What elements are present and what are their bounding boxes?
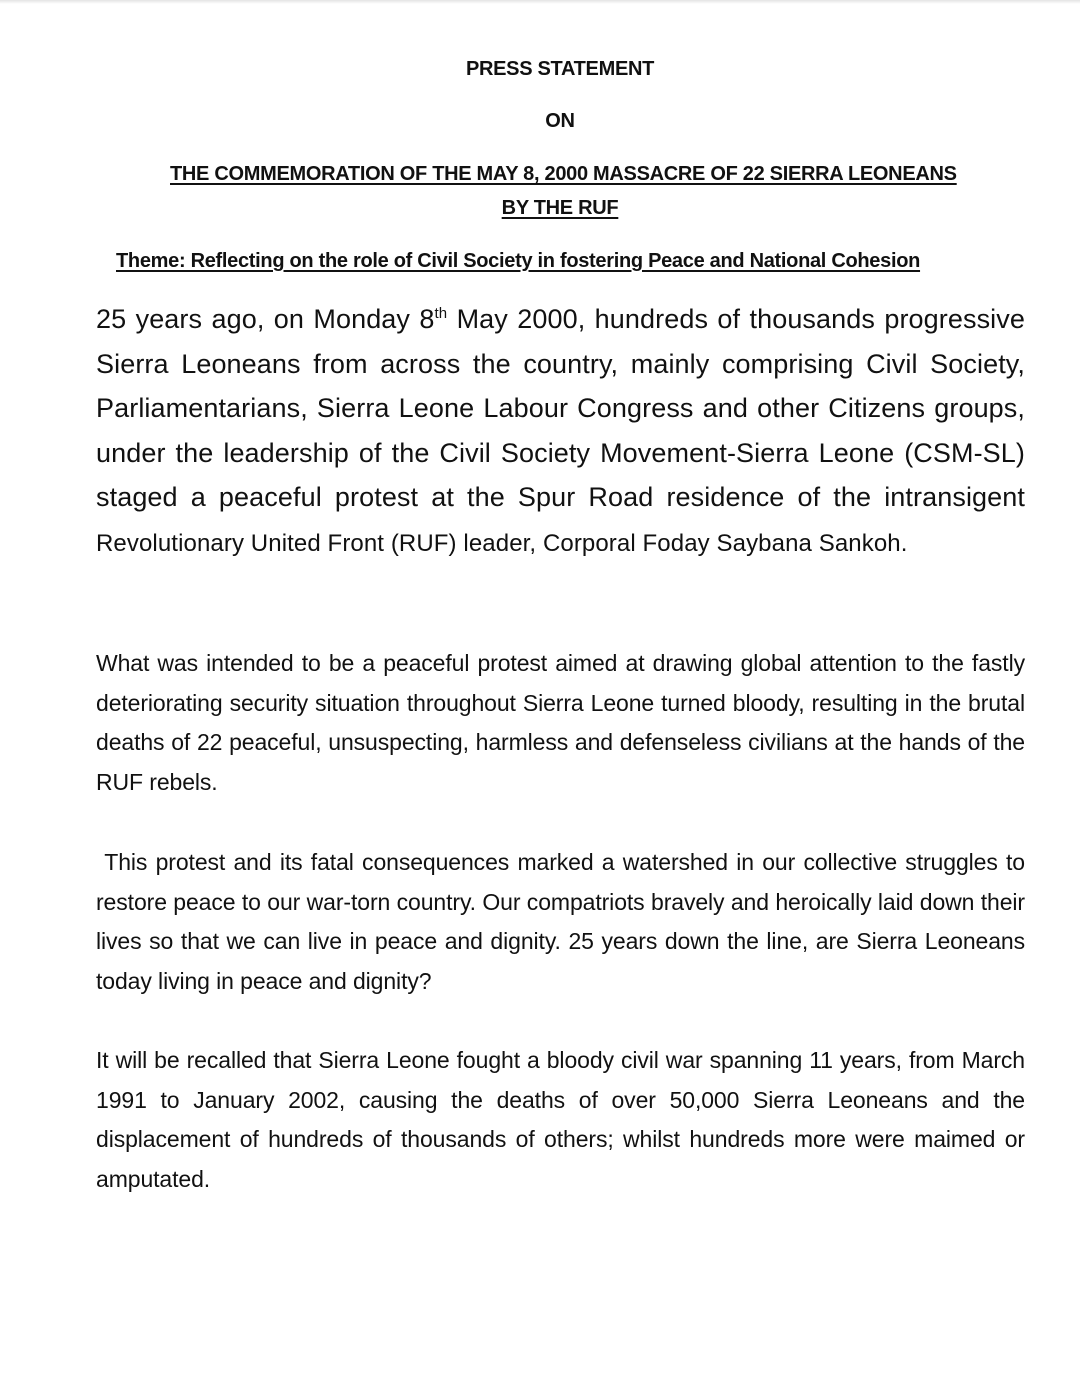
- paragraph-1-part-c: Revolutionary United Front (RUF) leader, Corporal Foday Saybana Sankoh.: [96, 529, 908, 557]
- paragraph-1-part-b: May 2000, hundreds of thousands progressive Sierra Leoneans from across the country, mainly comprising Civil Society, Parliamentarians, Sierra Leone Labour Congress and other Citizens groups, under the leadership of the Civil Society Movement-Sierra Leone (CSM-SL) staged a peaceful protest at the Spur Road residence of the intransigent: [96, 304, 1025, 513]
- theme-wrap: [116, 250, 1008, 273]
- paragraph-1: [96, 297, 1025, 567]
- page-top-edge: [0, 0, 1080, 4]
- heading-press-statement: PRESS STATEMENT: [465, 58, 655, 80]
- paragraph-1-superscript: th: [434, 305, 448, 322]
- heading-on: ON: [545, 110, 575, 132]
- theme-line: Theme: Reflecting on the role of Civil Society in fostering Peace and National Cohesion: [116, 250, 921, 272]
- paragraph-4: It will be recalled that Sierra Leone fought a bloody civil war spanning 11 years, from March 1991 to January 2002, causing the deaths of over 50,000 Sierra Leoneans and the displacement of hundreds of thousands of others; whilst hundreds more were maimed or amputated.: [96, 1047, 1025, 1193]
- paragraph-2: What was intended to be a peaceful protest aimed at drawing global attention to the fastly deteriorating security situation throughout Sierra Leone turned bloody, resulting in the brutal deaths of 22 peaceful, unsuspecting, harmless and defenseless civilians at the hands of the RUF rebels.: [96, 650, 1025, 796]
- title-line-2: BY THE RUF: [501, 197, 619, 219]
- title-line-2-wrap: [0, 197, 1080, 220]
- paragraph-1-part-a: 25 years ago, on Monday 8: [96, 304, 435, 334]
- title-line-1: THE COMMEMORATION OF THE MAY 8, 2000 MASSACRE OF 22 SIERRA LEONEANS: [170, 163, 957, 185]
- title-line-1-wrap: [170, 163, 1014, 186]
- paragraph-3: This protest and its fatal consequences marked a watershed in our collective struggles to restore peace to our war-torn country. Our compatriots bravely and heroically laid down their lives so that we can live in peace and dignity. 25 years down the line, are Sierra Leoneans today living in peace and dignity?: [96, 849, 1032, 995]
